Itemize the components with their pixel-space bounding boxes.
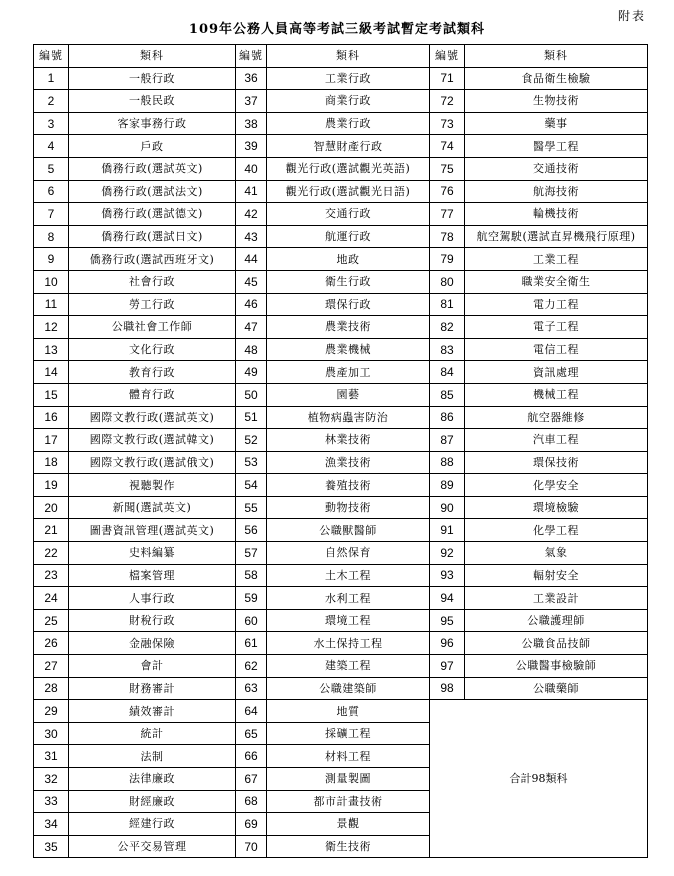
table-row <box>34 587 648 610</box>
table-row <box>34 677 648 700</box>
category-name: 公平交易管理 <box>69 835 236 858</box>
category-name: 僑務行政(選試德文) <box>69 203 236 226</box>
category-number: 74 <box>430 135 465 158</box>
category-name: 金融保險 <box>69 632 236 655</box>
table-row <box>34 383 648 406</box>
category-number: 11 <box>34 293 69 316</box>
category-number: 9 <box>34 248 69 271</box>
category-number: 38 <box>236 112 267 135</box>
category-number: 63 <box>236 677 267 700</box>
category-name: 農業技術 <box>267 316 430 339</box>
category-number: 59 <box>236 587 267 610</box>
category-name: 景觀 <box>267 813 430 836</box>
category-number: 54 <box>236 474 267 497</box>
category-number: 84 <box>430 361 465 384</box>
table-row <box>34 542 648 565</box>
category-number: 85 <box>430 383 465 406</box>
category-number: 8 <box>34 225 69 248</box>
category-number: 16 <box>34 406 69 429</box>
category-number: 25 <box>34 609 69 632</box>
category-name: 工業行政 <box>267 67 430 90</box>
category-number: 42 <box>236 203 267 226</box>
category-number: 28 <box>34 677 69 700</box>
category-number: 7 <box>34 203 69 226</box>
category-number: 27 <box>34 655 69 678</box>
category-number: 47 <box>236 316 267 339</box>
category-number: 18 <box>34 451 69 474</box>
category-name: 商業行政 <box>267 90 430 113</box>
category-name: 材料工程 <box>267 745 430 768</box>
category-number: 33 <box>34 790 69 813</box>
category-name: 環保行政 <box>267 293 430 316</box>
category-name: 水土保持工程 <box>267 632 430 655</box>
table-row <box>34 203 648 226</box>
total-summary: 合計98類科 <box>430 700 648 858</box>
category-number: 48 <box>236 338 267 361</box>
category-number: 81 <box>430 293 465 316</box>
category-name: 採礦工程 <box>267 722 430 745</box>
category-number: 58 <box>236 564 267 587</box>
category-number: 98 <box>430 677 465 700</box>
category-name: 航空器維修 <box>465 406 648 429</box>
category-number: 61 <box>236 632 267 655</box>
table-row <box>34 180 648 203</box>
category-name: 工業工程 <box>465 248 648 271</box>
table-row <box>34 406 648 429</box>
category-number: 80 <box>430 270 465 293</box>
category-number: 97 <box>430 655 465 678</box>
category-name: 公職獸醫師 <box>267 519 430 542</box>
header-number-1: 編號 <box>34 45 69 68</box>
category-number: 21 <box>34 519 69 542</box>
category-name: 食品衛生檢驗 <box>465 67 648 90</box>
category-name: 文化行政 <box>69 338 236 361</box>
category-number: 31 <box>34 745 69 768</box>
category-name: 環保技術 <box>465 451 648 474</box>
category-name: 一般民政 <box>69 90 236 113</box>
category-number: 50 <box>236 383 267 406</box>
table-row <box>34 112 648 135</box>
category-number: 19 <box>34 474 69 497</box>
category-name: 自然保育 <box>267 542 430 565</box>
category-number: 69 <box>236 813 267 836</box>
category-name: 土木工程 <box>267 564 430 587</box>
category-number: 49 <box>236 361 267 384</box>
category-name: 僑務行政(選試法文) <box>69 180 236 203</box>
category-number: 72 <box>430 90 465 113</box>
category-name: 財經廉政 <box>69 790 236 813</box>
category-name: 一般行政 <box>69 67 236 90</box>
table-row <box>34 157 648 180</box>
category-number: 34 <box>34 813 69 836</box>
category-name: 輪機技術 <box>465 203 648 226</box>
category-number: 87 <box>430 429 465 452</box>
category-name: 氣象 <box>465 542 648 565</box>
category-number: 22 <box>34 542 69 565</box>
category-name: 農產加工 <box>267 361 430 384</box>
category-number: 2 <box>34 90 69 113</box>
category-name: 社會行政 <box>69 270 236 293</box>
category-number: 5 <box>34 157 69 180</box>
appendix-label: 附表 <box>617 9 646 23</box>
category-number: 60 <box>236 609 267 632</box>
category-name: 公職社會工作師 <box>69 316 236 339</box>
category-name: 績效審計 <box>69 700 236 723</box>
category-number: 70 <box>236 835 267 858</box>
category-number: 56 <box>236 519 267 542</box>
category-number: 43 <box>236 225 267 248</box>
table-row <box>34 361 648 384</box>
table-row <box>34 67 648 90</box>
table-row <box>34 270 648 293</box>
category-name: 國際文教行政(選試俄文) <box>69 451 236 474</box>
category-name: 養殖技術 <box>267 474 430 497</box>
category-name: 交通行政 <box>267 203 430 226</box>
category-number: 96 <box>430 632 465 655</box>
table-row <box>34 225 648 248</box>
page-title: 109年公務人員高等考試三級考試暫定考試類科 <box>188 22 486 37</box>
category-name: 生物技術 <box>465 90 648 113</box>
table-row <box>34 338 648 361</box>
category-name: 教育行政 <box>69 361 236 384</box>
category-name: 化學安全 <box>465 474 648 497</box>
category-name: 林業技術 <box>267 429 430 452</box>
category-number: 44 <box>236 248 267 271</box>
category-number: 92 <box>430 542 465 565</box>
category-name: 法制 <box>69 745 236 768</box>
category-name: 會計 <box>69 655 236 678</box>
header-category-2: 類科 <box>267 45 430 68</box>
category-number: 64 <box>236 700 267 723</box>
category-number: 36 <box>236 67 267 90</box>
table-row <box>34 655 648 678</box>
category-number: 94 <box>430 587 465 610</box>
category-name: 測量製圖 <box>267 768 430 791</box>
category-number: 82 <box>430 316 465 339</box>
category-name: 國際文教行政(選試韓文) <box>69 429 236 452</box>
category-name: 輻射安全 <box>465 564 648 587</box>
table-row <box>34 429 648 452</box>
category-name: 公職建築師 <box>267 677 430 700</box>
category-name: 動物技術 <box>267 496 430 519</box>
category-number: 62 <box>236 655 267 678</box>
category-name: 檔案管理 <box>69 564 236 587</box>
category-number: 91 <box>430 519 465 542</box>
header-category-1: 類科 <box>69 45 236 68</box>
category-number: 29 <box>34 700 69 723</box>
category-name: 新聞(選試英文) <box>69 496 236 519</box>
table-row <box>34 451 648 474</box>
category-number: 77 <box>430 203 465 226</box>
category-name: 航空駕駛(選試直昇機飛行原理) <box>465 225 648 248</box>
category-name: 植物病蟲害防治 <box>267 406 430 429</box>
category-number: 1 <box>34 67 69 90</box>
table-row <box>34 496 648 519</box>
category-name: 僑務行政(選試日文) <box>69 225 236 248</box>
header-number-3: 編號 <box>430 45 465 68</box>
table-header-row <box>34 45 648 68</box>
category-name: 資訊處理 <box>465 361 648 384</box>
category-name: 電力工程 <box>465 293 648 316</box>
category-name: 漁業技術 <box>267 451 430 474</box>
category-name: 客家事務行政 <box>69 112 236 135</box>
category-number: 93 <box>430 564 465 587</box>
category-name: 財稅行政 <box>69 609 236 632</box>
category-number: 24 <box>34 587 69 610</box>
category-number: 6 <box>34 180 69 203</box>
category-name: 史料編纂 <box>69 542 236 565</box>
category-number: 32 <box>34 768 69 791</box>
category-name: 觀光行政(選試觀光英語) <box>267 157 430 180</box>
category-number: 65 <box>236 722 267 745</box>
category-name: 環境檢驗 <box>465 496 648 519</box>
category-number: 51 <box>236 406 267 429</box>
category-name: 農業行政 <box>267 112 430 135</box>
table-row <box>34 90 648 113</box>
category-number: 89 <box>430 474 465 497</box>
category-number: 13 <box>34 338 69 361</box>
category-number: 76 <box>430 180 465 203</box>
category-number: 66 <box>236 745 267 768</box>
category-name: 智慧財產行政 <box>267 135 430 158</box>
category-number: 78 <box>430 225 465 248</box>
category-name: 環境工程 <box>267 609 430 632</box>
category-number: 86 <box>430 406 465 429</box>
category-number: 95 <box>430 609 465 632</box>
category-name: 地政 <box>267 248 430 271</box>
category-name: 農業機械 <box>267 338 430 361</box>
category-number: 10 <box>34 270 69 293</box>
category-name: 圖書資訊管理(選試英文) <box>69 519 236 542</box>
category-name: 電子工程 <box>465 316 648 339</box>
category-name: 交通技術 <box>465 157 648 180</box>
category-name: 戶政 <box>69 135 236 158</box>
category-number: 14 <box>34 361 69 384</box>
category-number: 53 <box>236 451 267 474</box>
table-row <box>34 519 648 542</box>
category-name: 園藝 <box>267 383 430 406</box>
category-name: 航運行政 <box>267 225 430 248</box>
category-name: 國際文教行政(選試英文) <box>69 406 236 429</box>
category-number: 4 <box>34 135 69 158</box>
category-name: 財務審計 <box>69 677 236 700</box>
table-row <box>34 632 648 655</box>
category-name: 建築工程 <box>267 655 430 678</box>
table-row <box>34 609 648 632</box>
category-name: 經建行政 <box>69 813 236 836</box>
category-name: 公職食品技師 <box>465 632 648 655</box>
category-name: 觀光行政(選試觀光日語) <box>267 180 430 203</box>
category-name: 醫學工程 <box>465 135 648 158</box>
category-number: 83 <box>430 338 465 361</box>
category-name: 化學工程 <box>465 519 648 542</box>
category-name: 衛生技術 <box>267 835 430 858</box>
table-row <box>34 135 648 158</box>
category-name: 僑務行政(選試西班牙文) <box>69 248 236 271</box>
category-number: 17 <box>34 429 69 452</box>
category-name: 航海技術 <box>465 180 648 203</box>
category-name: 僑務行政(選試英文) <box>69 157 236 180</box>
table-row <box>34 700 648 723</box>
category-name: 藥事 <box>465 112 648 135</box>
category-name: 法律廉政 <box>69 768 236 791</box>
category-name: 地質 <box>267 700 430 723</box>
category-name: 汽車工程 <box>465 429 648 452</box>
category-number: 55 <box>236 496 267 519</box>
category-number: 15 <box>34 383 69 406</box>
category-number: 52 <box>236 429 267 452</box>
category-name: 電信工程 <box>465 338 648 361</box>
category-name: 機械工程 <box>465 383 648 406</box>
table-row <box>34 564 648 587</box>
category-number: 79 <box>430 248 465 271</box>
category-number: 20 <box>34 496 69 519</box>
category-name: 衛生行政 <box>267 270 430 293</box>
category-name: 統計 <box>69 722 236 745</box>
table-row <box>34 293 648 316</box>
category-name: 視聽製作 <box>69 474 236 497</box>
category-number: 35 <box>34 835 69 858</box>
category-number: 3 <box>34 112 69 135</box>
category-name: 人事行政 <box>69 587 236 610</box>
category-number: 88 <box>430 451 465 474</box>
category-number: 67 <box>236 768 267 791</box>
category-number: 75 <box>430 157 465 180</box>
table-row <box>34 474 648 497</box>
category-name: 公職藥師 <box>465 677 648 700</box>
category-name: 公職醫事檢驗師 <box>465 655 648 678</box>
header-category-3: 類科 <box>465 45 648 68</box>
category-number: 45 <box>236 270 267 293</box>
category-name: 公職護理師 <box>465 609 648 632</box>
category-name: 水利工程 <box>267 587 430 610</box>
category-number: 12 <box>34 316 69 339</box>
header-number-2: 編號 <box>236 45 267 68</box>
category-number: 41 <box>236 180 267 203</box>
category-name: 體育行政 <box>69 383 236 406</box>
exam-category-table <box>33 44 648 858</box>
category-number: 40 <box>236 157 267 180</box>
category-name: 都市計畫技術 <box>267 790 430 813</box>
table-row <box>34 316 648 339</box>
category-name: 職業安全衛生 <box>465 270 648 293</box>
table-row <box>34 248 648 271</box>
category-number: 71 <box>430 67 465 90</box>
category-number: 26 <box>34 632 69 655</box>
table-body <box>34 67 648 858</box>
category-name: 勞工行政 <box>69 293 236 316</box>
category-number: 46 <box>236 293 267 316</box>
category-number: 30 <box>34 722 69 745</box>
category-number: 57 <box>236 542 267 565</box>
category-number: 37 <box>236 90 267 113</box>
category-number: 39 <box>236 135 267 158</box>
category-number: 73 <box>430 112 465 135</box>
category-number: 23 <box>34 564 69 587</box>
category-name: 工業設計 <box>465 587 648 610</box>
category-number: 90 <box>430 496 465 519</box>
category-number: 68 <box>236 790 267 813</box>
